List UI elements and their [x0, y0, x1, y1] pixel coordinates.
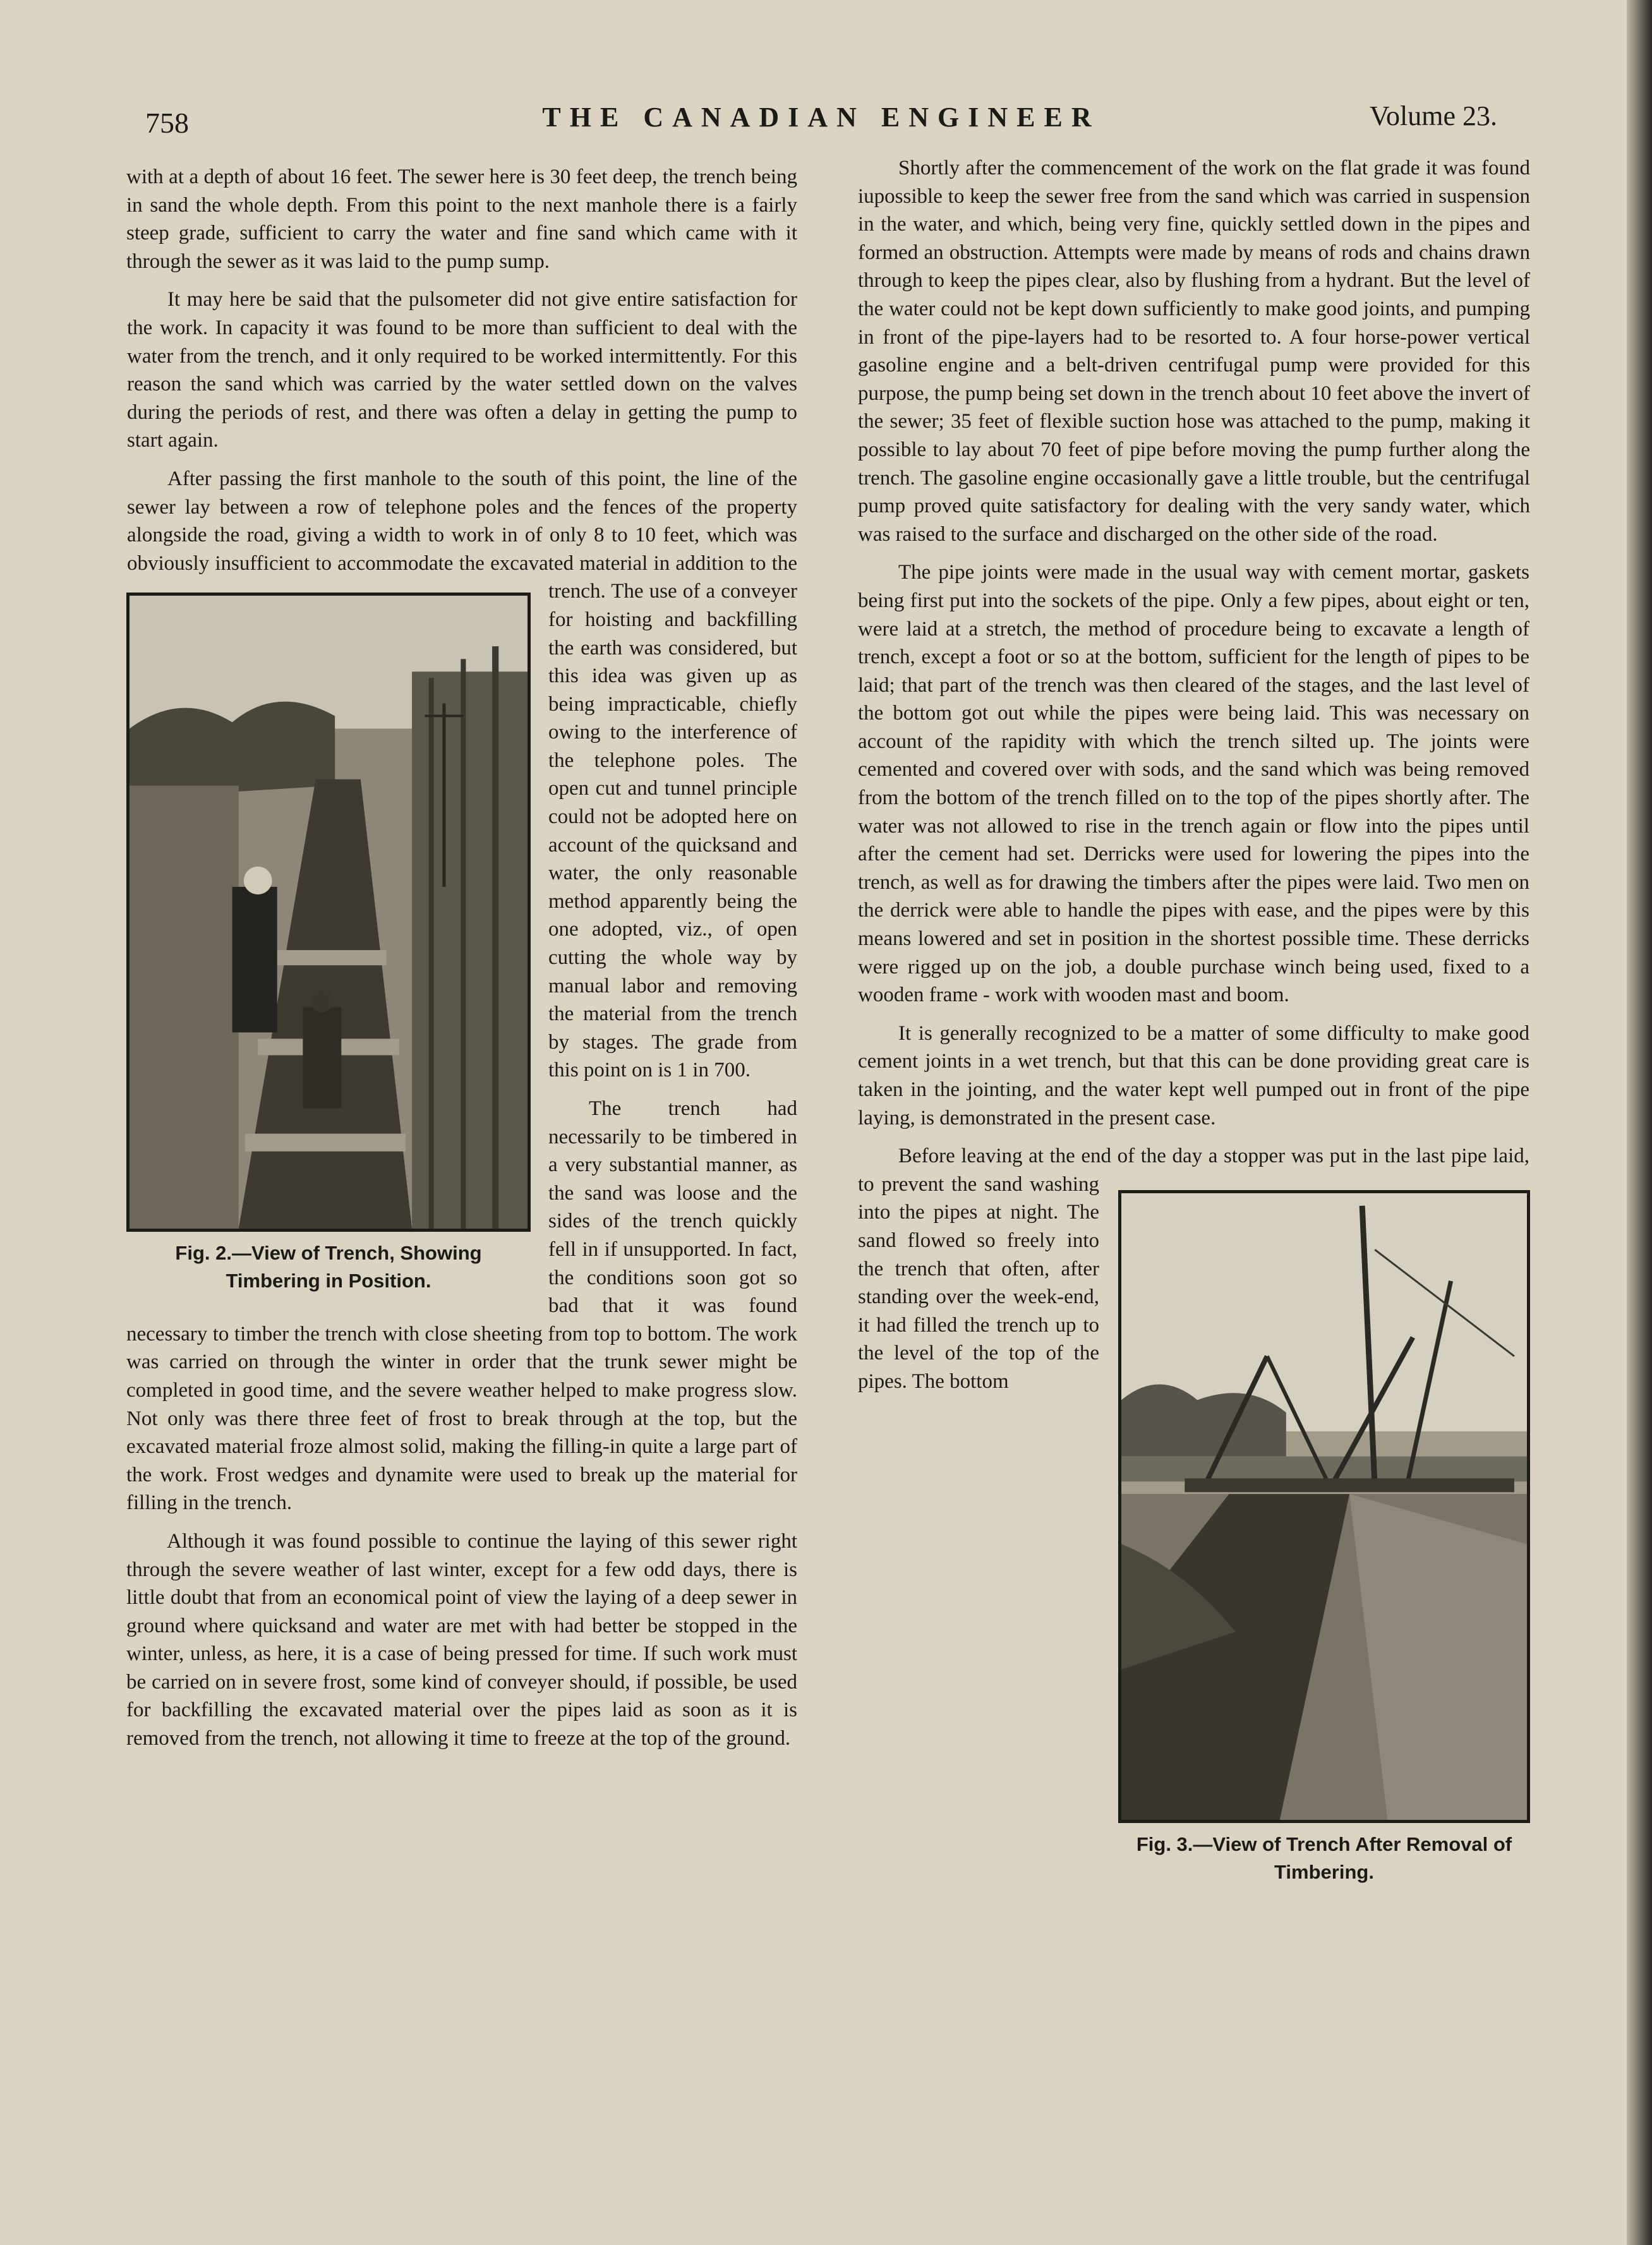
- trench-derrick-photo: [1121, 1193, 1527, 1820]
- column-spacer: [1529, 558, 1530, 1190]
- paragraph: Before leaving at the end of the day a stopper was put in the last pipe laid, to prevent the sand washing into the pipes at night. The sand flowed so freely into the trench that often, after standing over the week-end, it had filled the trench up to the level of the top of the pipes. The bottom: [858, 1145, 1529, 1393]
- figure-3-caption: Fig. 3.—View of Trench After Removal of Timbering.: [1136, 1833, 1512, 1884]
- running-header: [145, 95, 1497, 139]
- right-column: [858, 154, 1530, 1891]
- paragraph: It is generally recognized to be a matter of some difficulty to make good cement joints in a wet trench, but that this can be done providing great care is taken in the jointing, and the water kept well pumped out in front of the pipe laying, is demonstrated in the present case.: [858, 1021, 1529, 1129]
- figure-2: [126, 593, 531, 1295]
- journal-title: THE CANADIAN ENGINEER: [542, 102, 1100, 133]
- paragraph: Although it was found possible to continue the laying of this sewer right through the severe weather of last winter, except for a few odd days, there is little doubt that from an economical point of view the laying of a deep sewer in ground where quicksand and water are met with had better be stopped in the winter, unless, as here, it is a case of being pressed for time. If such work must be carried on in severe frost, some kind of conveyer should, if possible, be used for backfilling the excavated material over the pipes laid as soon as it is removed from the trench, not allowing it time to freeze at the top of the ground.: [126, 1529, 797, 1750]
- figure-2-photo: [126, 593, 531, 1232]
- trench-timbering-photo: [130, 596, 528, 1229]
- figure-3: [1118, 1190, 1530, 1886]
- paragraph: Shortly after the commencement of the work on the flat grade it was found iupossible to keep the sewer free from the sand which was carried in suspension in the water, and which, being very fine, quickly settled down in the pipes and formed an obstruction. Attempts were made by means of rods and chains drawn through to keep the pipes clear, also by flushing from a hydrant. But the level of the water could not be kept down sufficiently to make good joints, and pumping in front of the pipe-layers had to be resorted to. A four horse-power vertical gasoline engine and a belt-driven centrifugal pump were provided for this purpose, the pump being set down in the trench about 10 feet above the invert of the sewer; 35 feet of flexible suction hose was attached to the pump, making it possible to lay about 70 feet of pipe before moving the pump further along the trench. The gasoline engine occasionally gave a little trouble, but the centrifugal pump proved quite satisfactory for dealing with the very sandy water, which was raised to the surface and discharged on the other side of the road.: [858, 157, 1530, 546]
- figure-3-photo: [1118, 1190, 1530, 1823]
- paragraph: The trench had necessarily to be timbered in a very substantial manner, as the sand was loose and the sides of the trench quickly fell in if unsupported. In fact, the conditions soon got so bad that it was found necessary to timber the trench with close sheeting from top to bottom. The work was carried on through the winter in order that the trunk sewer might be completed in good time, and the severe weather helped to make progress slow. Not only was there three feet of frost to break through at the top, but the excavated material froze almost solid, making the filling-in quite a large part of the work. Frost wedges and dynamite were used to break up the material for filling in the trench.: [126, 1097, 797, 1515]
- left-column: [126, 163, 797, 1763]
- page-number: 758: [145, 107, 189, 139]
- paragraph: After passing the first manhole to the south of this point, the line of the sewer lay between a row of telephone poles and the fences of the property alongside the road, giving a width to work in of only 8 to 10 feet, which was obviously insufficient to accommodate the excavated material in addition to the trench. The use of a conveyer for hoisting and backfilling the earth was considered, but this idea was given up as being impracticable, chiefly owing to the interference of the telephone poles. The open cut and tunnel principle could not be adopted here on account of the quicksand and water, the only reasonable method apparently being the one adopted, viz., of open cutting the whole way by manual labor and removing the material from the trench by stages. The grade from this point on is 1 in 700.: [127, 467, 797, 1082]
- paragraph: The pipe joints were made in the usual way with cement mortar, gaskets being first put into the sockets of the pipe. Only a few pipes, about eight or ten, were laid at a stretch, the method of procedure being to excavate a length of trench, except a foot or so at the bottom, sufficient for the length of pipes to be laid; that part of the trench was then cleared of the stages, and the last level of the bottom got out while the pipes were being laid. This was necessary on account of the rapidity with which the trench silted up. The joints were cemented and covered over with sods, and the sand which was being removed from the bottom of the trench filled on to the top of the pipes shortly after. The water was not allowed to rise in the trench again or flow into the pipes until after the cement had set. Derricks were used for lowering the pipes into the trench, as well as for drawing the timbers after the pipes were laid. Two men on the derrick were able to handle the pipes with ease, and the pipes were by this means lowered and set in position in the shortest possible time. These derricks were rigged up on the job, a double purchase winch being used, fixed to a wooden frame - work with wooden mast and boom.: [858, 561, 1529, 1007]
- volume-label: Volume 23.: [1369, 100, 1497, 131]
- paragraph: It may here be said that the pulsometer did not give entire satisfaction for the work. In capacity it was found to be more than sufficient to deal with the water from the trench, and it only required to be worked intermittently. For this reason the sand which was carried by the water settled down on the valves during the periods of rest, and there was often a delay in getting the pump to start again.: [127, 288, 797, 452]
- paragraph: with at a depth of about 16 feet. The sewer here is 30 feet deep, the trench being in sand the whole depth. From this point to the next manhole there is a fairly steep grade, sufficient to carry the water and fine sand which came with it through the sewer as it was laid to the pump sump.: [126, 166, 797, 273]
- figure-2-caption: Fig. 2.—View of Trench, Showing Timbering in Position.: [175, 1242, 482, 1292]
- book-spine-shadow: [1627, 0, 1652, 2245]
